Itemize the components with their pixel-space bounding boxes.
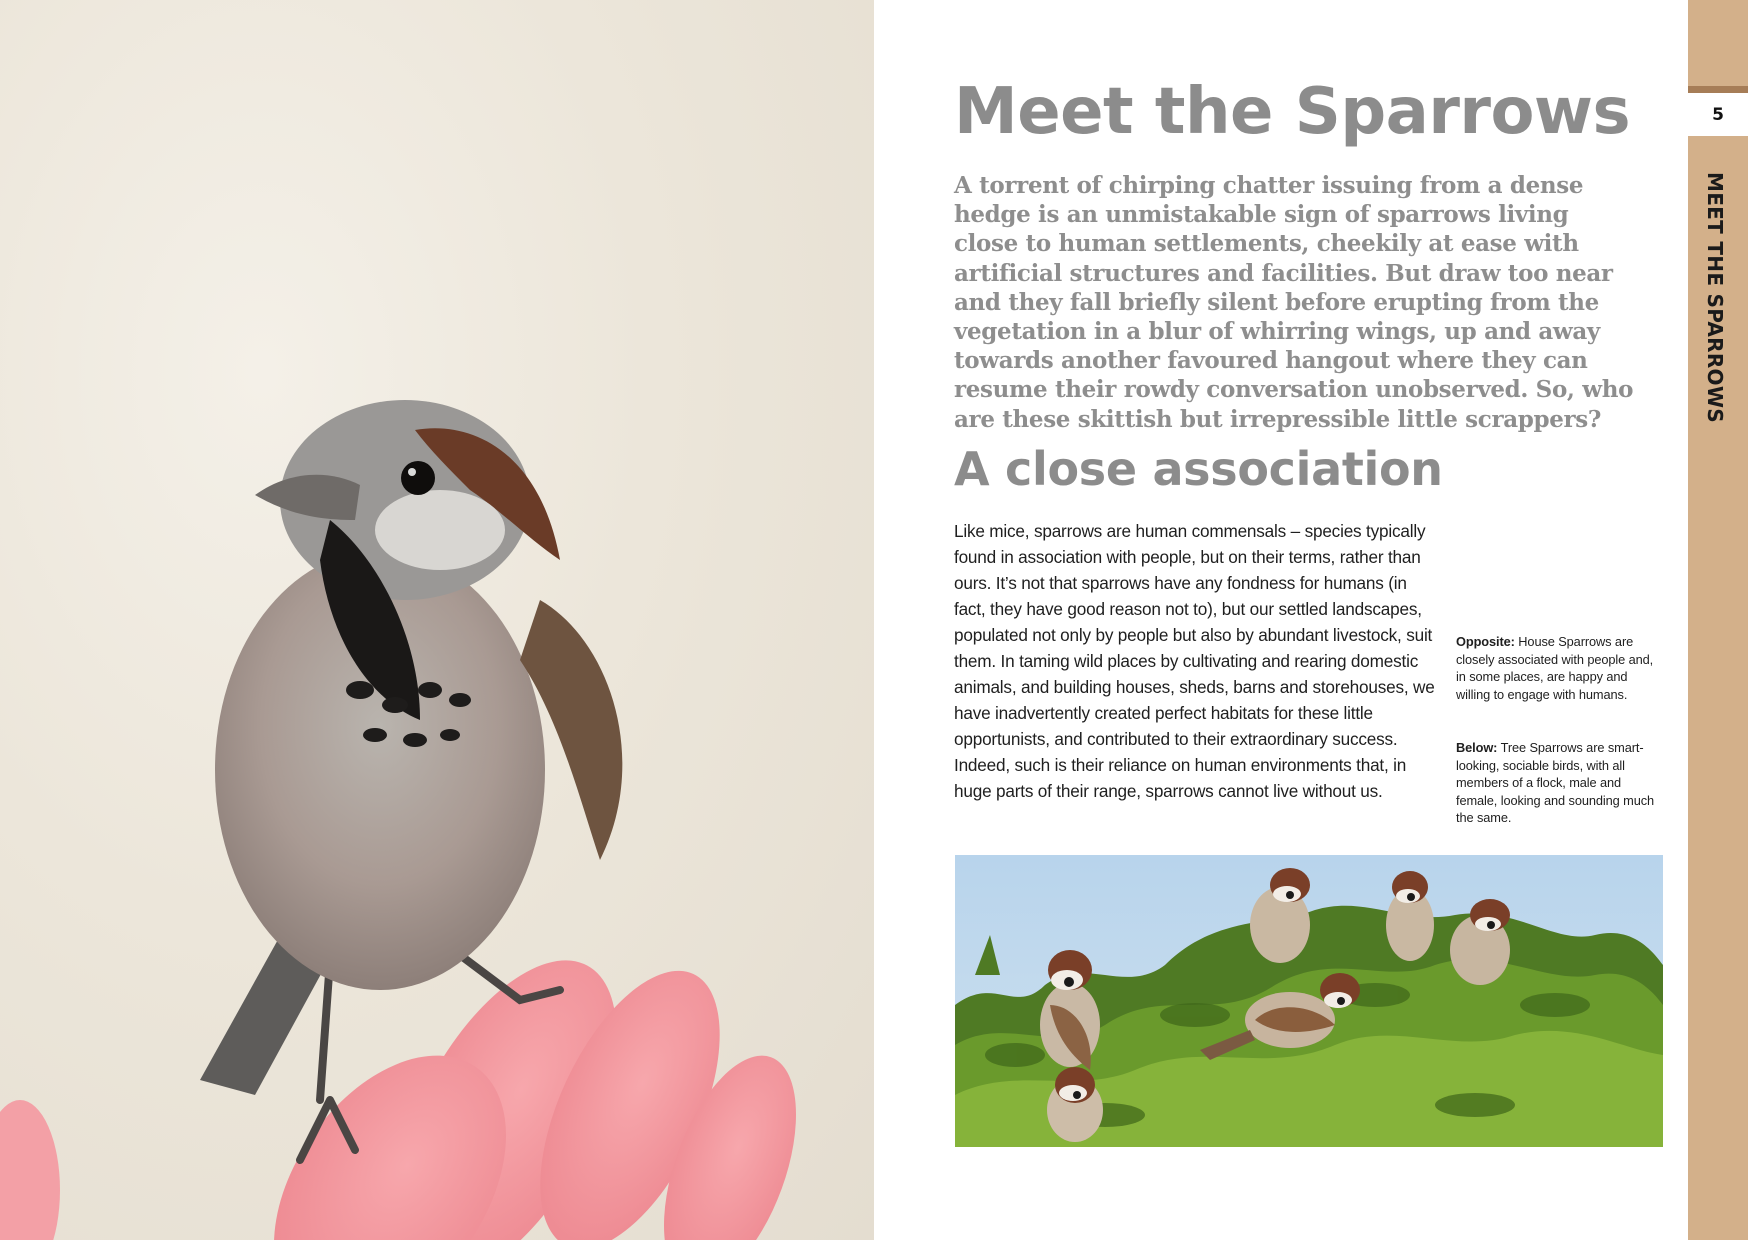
caption-below-text: Tree Sparrows are smart-looking, sociable birds, with all members of a flock, male and female, looking and sounding much the same. [1456,740,1655,825]
caption-opposite-label: Opposite: [1456,634,1515,649]
tree-sparrows-photo [955,855,1663,1147]
side-tab-label: MEET THE SPARROWS [1703,172,1727,423]
caption-opposite-text: House Sparrows are closely associated with people and, in some places, are happy and willing to engage with humans. [1456,634,1654,702]
caption-below-label: Below: [1456,740,1498,755]
intro-paragraph: A torrent of chirping chatter issuing from a dense hedge is an unmistakable sign of sparrows living close to human settlements, cheekily at ease with artificial structures and facilities. But draw too near and they fall briefly silent before erupting from the vegetation in a blur of whirring wings, up and away towards another favoured hangout where they can resume their rowdy conversation unobserved. So, who are these skittish but irrepressible little scrappers? [954,172,1634,433]
body-paragraph: Like mice, sparrows are human commensals – species typically found in association with people, but on their terms, rather than ours. It’s not that sparrows have any fondness for humans (in fact, they have good reason not to), but our settled landscapes, populated not only by people but also by abundant livestock, suit them. In taming wild places by cultivating and rearing domestic animals, and building houses, sheds, barns and storehouses, we have inadvertently created perfect habitats for these little opportunists, and contributed to their extraordinary success. Indeed, such is their reliance on human environments that, in huge parts of their range, sparrows cannot live without us. [954,521,1435,801]
caption-below [1456,739,1656,827]
tree-sparrows-illustration [955,855,1663,1147]
side-tab-divider [1688,86,1748,93]
page-title: Meet the Sparrows [954,75,1631,149]
page-number: 5 [1688,93,1748,136]
section-heading: A close association [954,442,1443,496]
tree-sparrow-1 [1040,950,1100,1070]
caption-opposite [1456,633,1656,703]
tree-sparrow-5 [1386,871,1434,961]
